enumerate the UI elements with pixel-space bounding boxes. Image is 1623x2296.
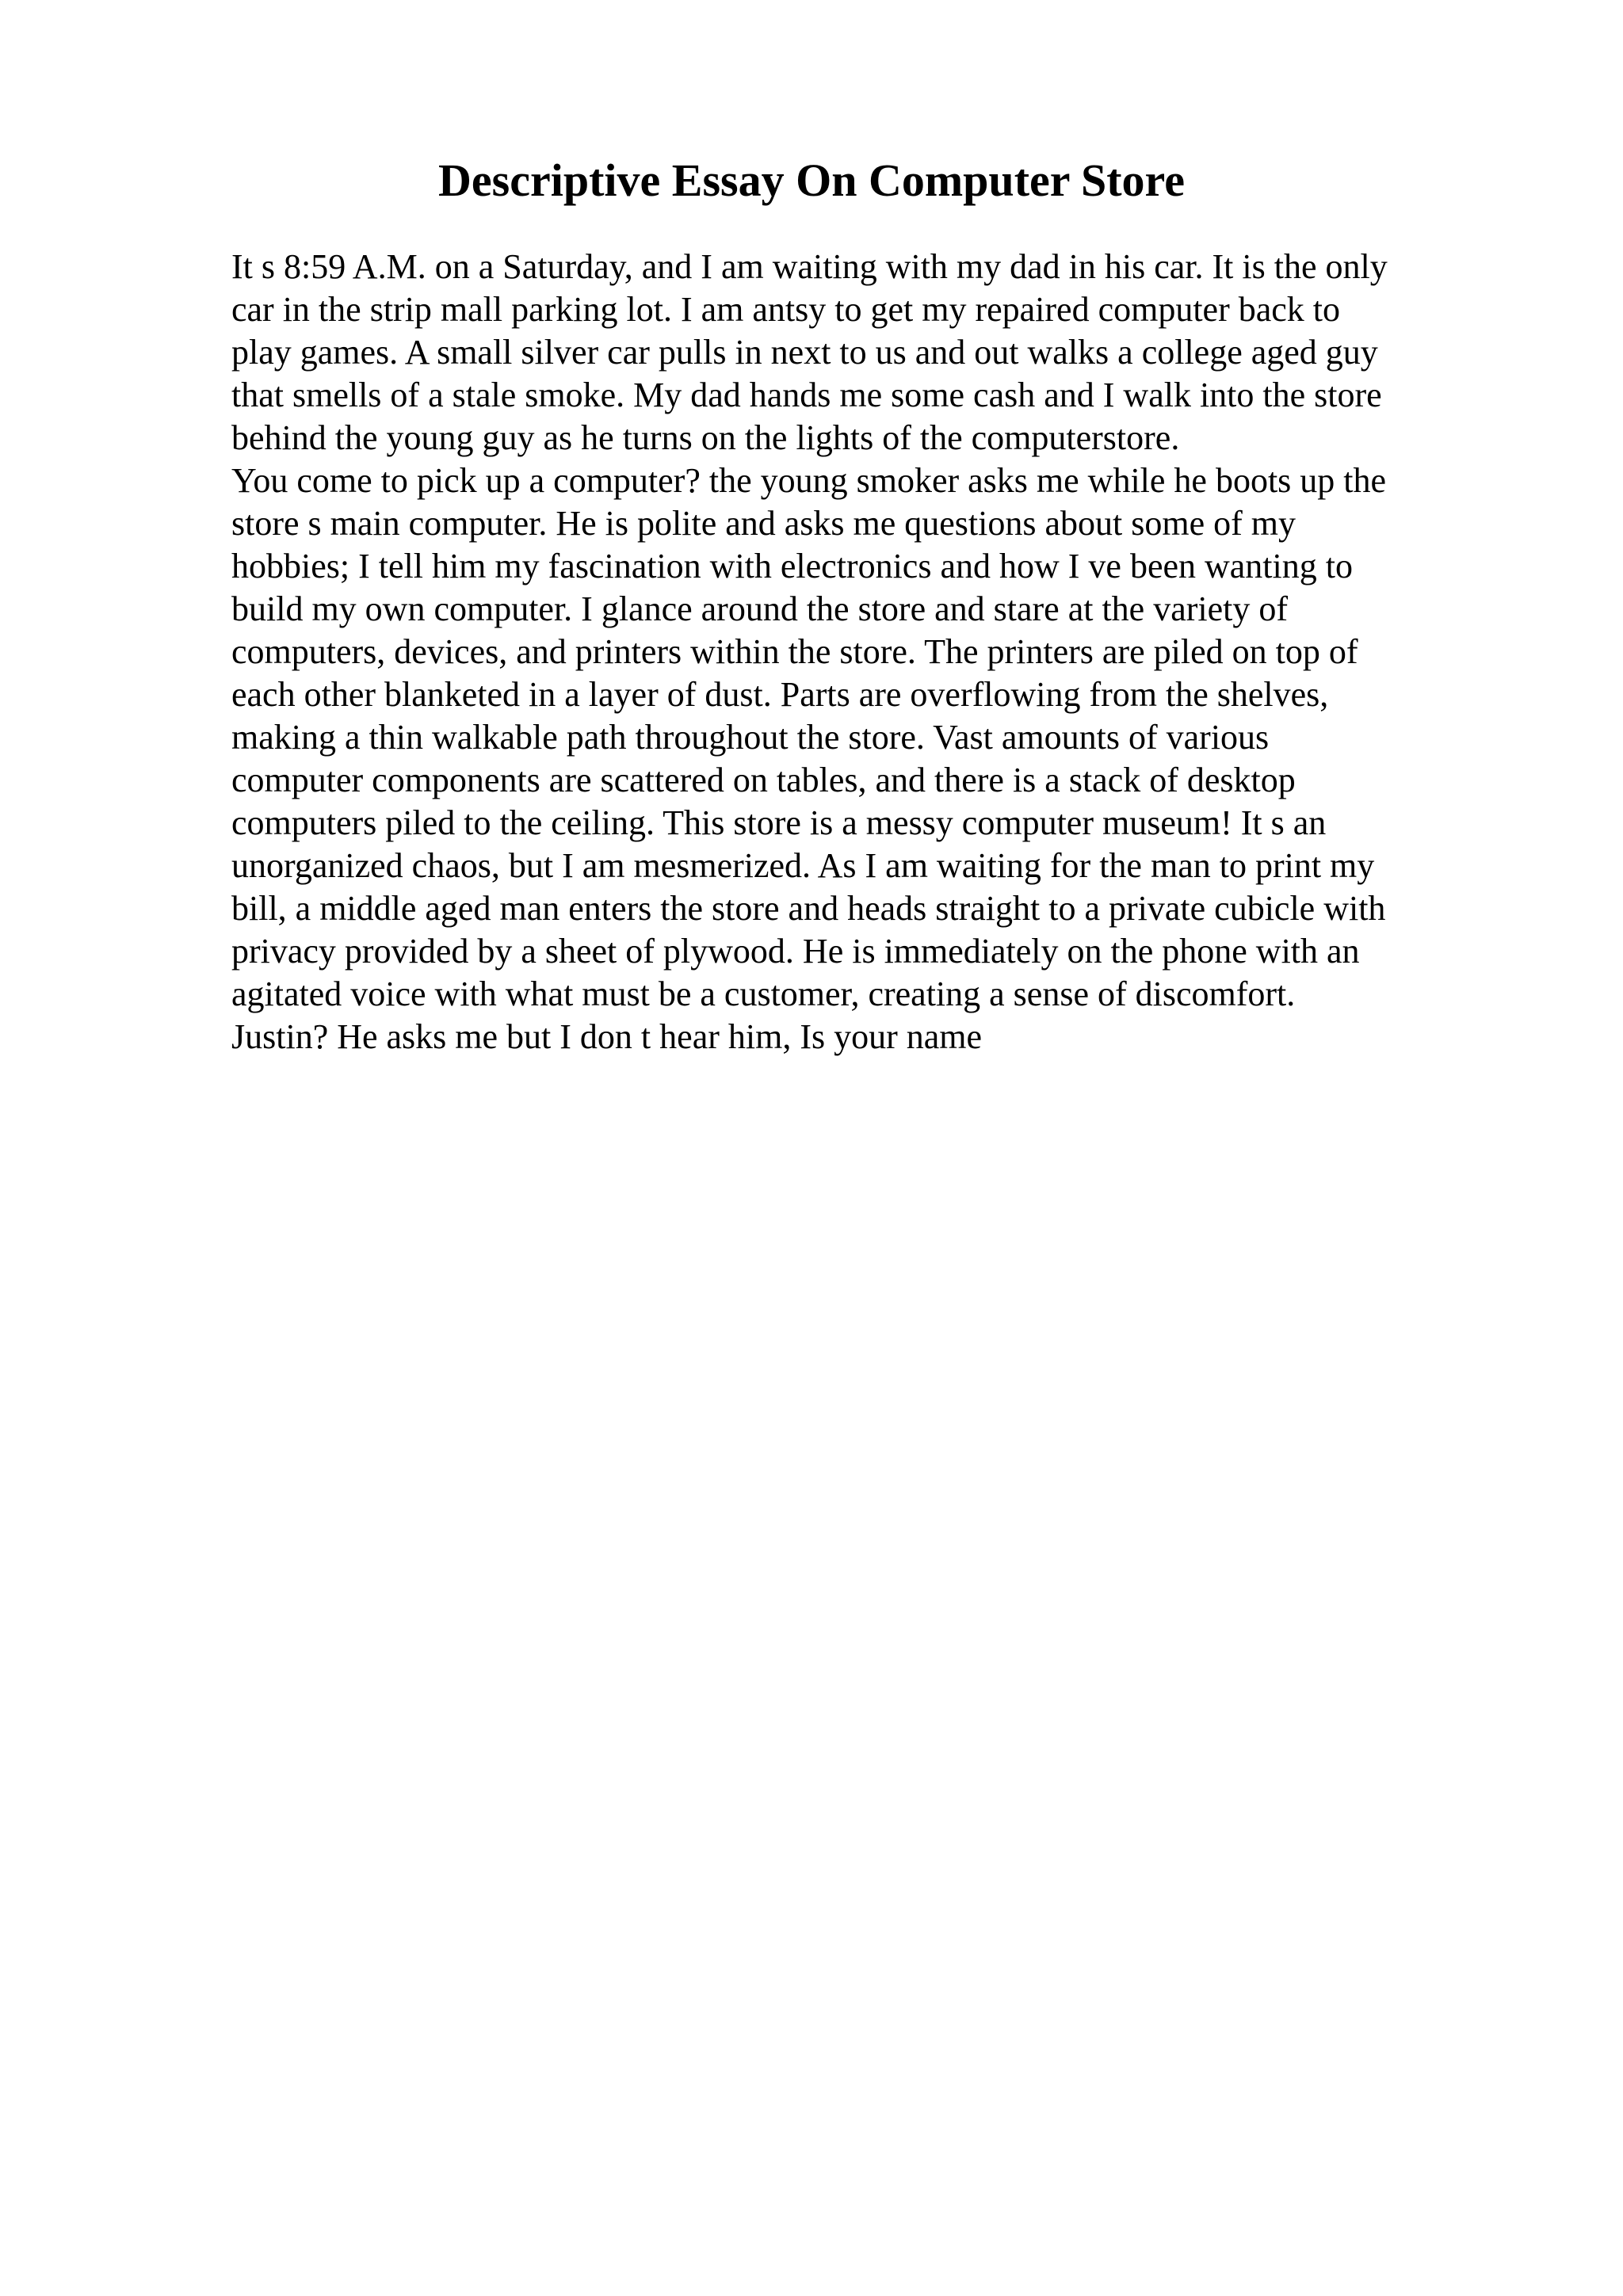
text-line: computer components are scattered on tables, and there is a stack of desktop: [231, 761, 1296, 799]
text-line: unorganized chaos, but I am mesmerized. As I am waiting for the man to print my: [231, 846, 1375, 885]
text-line: computers, devices, and printers within the store. The printers are piled on top of: [231, 632, 1358, 671]
text-line: store s main computer. He is polite and asks me questions about some of my: [231, 504, 1296, 543]
text-line: build my own computer. I glance around the store and stare at the variety of: [231, 589, 1289, 628]
text-line: each other blanketed in a layer of dust. Parts are overflowing from the shelves,: [231, 675, 1329, 714]
text-line: that smells of a stale smoke. My dad hands me some cash and I walk into the store: [231, 376, 1382, 414]
text-line: privacy provided by a sheet of plywood. He is immediately on the phone with an: [231, 932, 1360, 971]
text-line: car in the strip mall parking lot. I am antsy to get my repaired computer back to: [231, 290, 1341, 329]
essay-body: [231, 246, 1468, 1058]
text-line: bill, a middle aged man enters the store and heads straight to a private cubicle with: [231, 889, 1386, 928]
document-title: Descriptive Essay On Computer Store: [438, 154, 1185, 206]
text-line: computers piled to the ceiling. This store is a messy computer museum! It s an: [231, 803, 1327, 842]
text-line: play games. A small silver car pulls in next to us and out walks a college aged guy: [231, 333, 1378, 372]
text-line: It s 8:59 A.M. on a Saturday, and I am waiting with my dad in his car. It is the only: [231, 247, 1388, 286]
text-line: behind the young guy as he turns on the lights of the computerstore.: [231, 418, 1180, 457]
text-line: You come to pick up a computer? the young smoker asks me while he boots up the: [231, 461, 1387, 500]
text-line: agitated voice with what must be a customer, creating a sense of discomfort.: [231, 974, 1296, 1013]
text-line: making a thin walkable path throughout the store. Vast amounts of various: [231, 718, 1270, 757]
text-line: Justin? He asks me but I don t hear him, Is your name: [231, 1017, 983, 1056]
text-line: hobbies; I tell him my fascination with electronics and how I ve been wanting to: [231, 547, 1353, 585]
